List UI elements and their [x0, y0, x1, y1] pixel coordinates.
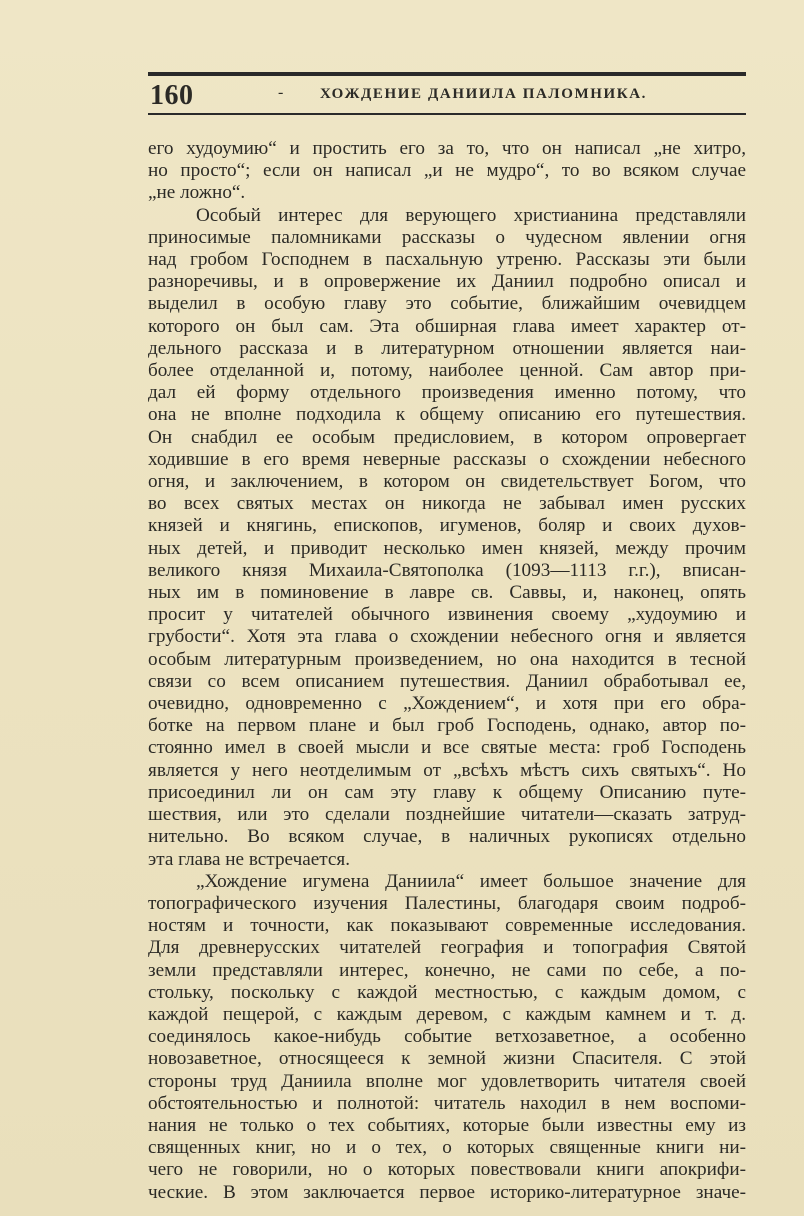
text-line: очевидно, одновременно с „Хождением“, и хотя при его обра-	[148, 693, 746, 715]
text-line: присоединил ли он сам эту главу к общему Описанию путе-	[148, 781, 746, 803]
text-line: чего не говорили, но о которых повествовали книги апокрифи-	[148, 1159, 746, 1181]
text-line: обстоятельностью и полнотой: читатель находил в нем воспоми-	[148, 1092, 746, 1114]
text-line: князей и княгинь, епископов, игуменов, боляр и своих духов-	[148, 515, 746, 537]
text-line: над гробом Господнем в пасхальную утреню. Рассказы эти были	[148, 249, 746, 271]
text-line: но просто“; если он написал „и не мудро“, то во всяком случае	[148, 160, 746, 182]
text-line: огня, и заключением, в котором он свидетельствует Богом, что	[148, 471, 746, 493]
text-line: ботке на первом плане и был гроб Господень, однако, автор по-	[148, 715, 746, 737]
text-line: стоянно имел в своей мысли и все святые места: гроб Господень	[148, 737, 746, 759]
header-rule-bottom	[148, 113, 746, 115]
text-line: она не вполне подходила к общему описанию его путешествия.	[148, 404, 746, 426]
text-line: „Хождение игумена Даниила“ имеет большое значение для	[196, 870, 746, 892]
text-line: грубости“. Хотя эта глава о схождении небесного огня и является	[148, 626, 746, 648]
text-line: дал ей форму отдельного произведения именно потому, что	[148, 382, 746, 404]
text-line: Особый интерес для верующего христианина представляли	[196, 204, 746, 226]
text-line: приносимые паломниками рассказы о чудесном явлении огня	[148, 226, 746, 248]
text-line: дельного рассказа и в литературном отношении является наи-	[148, 337, 746, 359]
running-title: ХОЖДЕНИЕ ДАНИИЛА ПАЛОМНИКА.	[320, 86, 648, 102]
text-line: нания не только о тех событиях, которые были известны ему из	[148, 1114, 746, 1136]
text-line: разноречивы, и в опровержение их Даниил подробно описал и	[148, 271, 746, 293]
text-line: эта глава не встречается.	[148, 848, 351, 870]
text-line: ческие. В этом заключается первое историко-литературное значе-	[148, 1181, 746, 1203]
text-line: во всех святых местах он никогда не забывал имен русских	[148, 493, 746, 515]
text-line: просит у читателей обычного извинения своему „худоумию и	[148, 604, 746, 626]
text-line: Для древнерусских читателей география и топография Святой	[148, 937, 746, 959]
text-line: стольку, поскольку с каждой местностью, с каждым домом, с	[148, 981, 746, 1003]
text-line: связи со всем описанием путешествия. Даниил обработывал ее,	[148, 670, 746, 692]
text-line: земли представляли интерес, конечно, не сами по себе, а по-	[148, 959, 746, 981]
header-mark: -	[278, 84, 284, 101]
body-text	[148, 138, 746, 1204]
text-line: особым литературным произведением, но она находится в тесной	[148, 648, 746, 670]
text-line: великого князя Михаила-Святополка (1093—1113 г.г.), вписан-	[148, 559, 746, 581]
text-line: которого он был сам. Эта обширная глава имеет характер от-	[148, 315, 746, 337]
text-line: новозаветное, относящееся к земной жизни Спасителя. С этой	[148, 1048, 746, 1070]
paragraph	[148, 205, 746, 871]
text-line: ходившие в его время неверные рассказы о схождении небесного	[148, 448, 746, 470]
text-line: „не ложно“.	[148, 182, 246, 204]
page-number: 160	[150, 80, 194, 111]
text-line: топографического изучения Палестины, благодаря своим подроб-	[148, 892, 746, 914]
text-line: шествия, или это сделали позднейшие читатели—сказать затруд-	[148, 804, 746, 826]
text-line: соединялось какое-нибудь событие ветхозаветное, а особенно	[148, 1026, 746, 1048]
text-line: ностям и точности, как показывают современные исследования.	[148, 915, 746, 937]
text-line: нительно. Во всяком случае, в наличных рукописях отдельно	[148, 826, 746, 848]
text-line: Он снабдил ее особым предисловием, в котором опровергает	[148, 426, 746, 448]
text-line: каждой пещерой, с каждым деревом, с каждым камнем и т. д.	[148, 1003, 746, 1025]
text-line: ных им в поминовение в лавре св. Саввы, и, наконец, опять	[148, 582, 746, 604]
text-line: его худоумию“ и простить его за то, что он написал „не хитро,	[148, 138, 746, 159]
paragraph	[148, 871, 746, 1204]
paragraph	[148, 138, 746, 205]
text-line: ных детей, и приводит несколько имен князей, между прочим	[148, 537, 746, 559]
text-line: более отделанной и, потому, наиболее ценной. Сам автор при-	[148, 360, 746, 382]
text-line: является у него неотделимым от „всѣхъ мѣстъ сихъ святыхъ“. Но	[148, 759, 746, 781]
text-line: стороны труд Даниила вполне мог удовлетворить читателя своей	[148, 1070, 746, 1092]
header-rule-top	[148, 72, 746, 76]
text-line: священных книг, но и о тех, о которых священные книги ни-	[148, 1137, 746, 1159]
text-line: выделил в особую главу это событие, ближайшим очевидцем	[148, 293, 746, 315]
